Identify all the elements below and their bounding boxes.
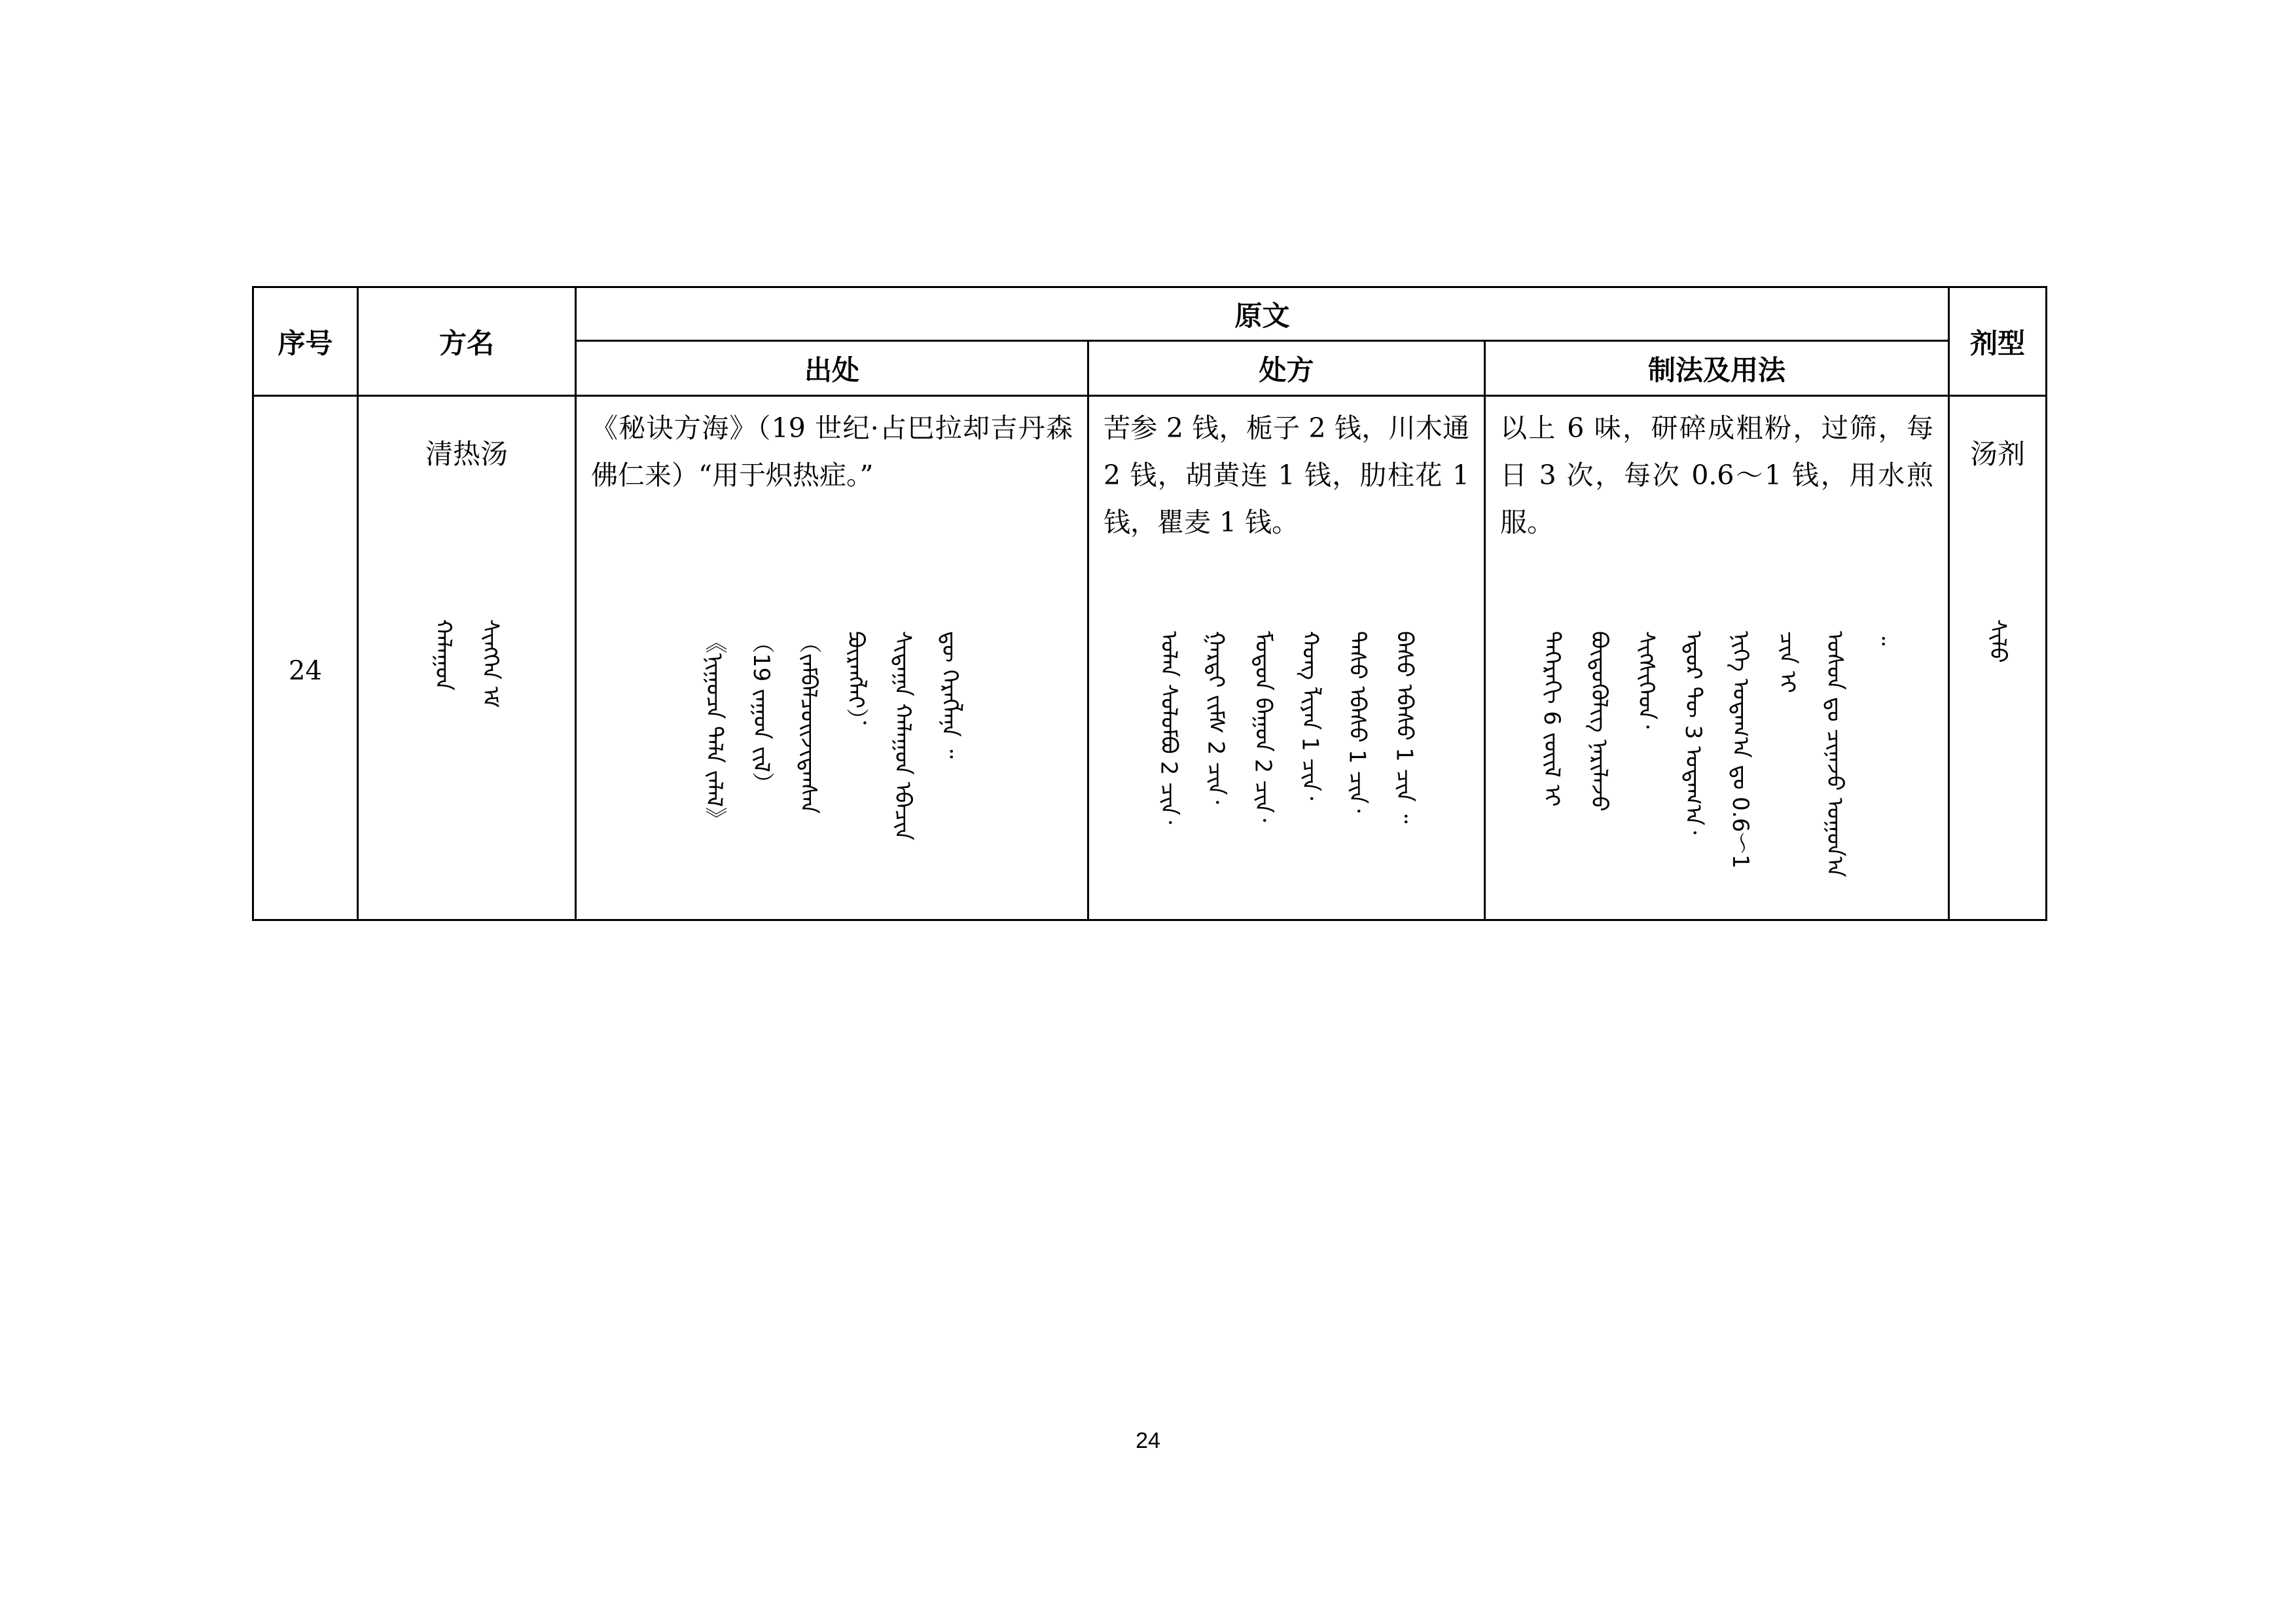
formula-name-mn: ᠬᠠᠯᠠᠭᠤᠨ ᠰᠢᠩᠭᠡᠨ ᠡᠮ — [430, 619, 503, 708]
cell-prescription — [1088, 396, 1485, 920]
method-mn: ᠳᠡᠭᠡᠷᠡᠬᠢ 6 ᠵᠦᠢᠯ ᠢ ᠪᠦᠳᠦᠭᠦᠯᠢᠭ ᠨᠠᠷᠢᠯᠠᠵᠤ ᠰᠢᠭᠰᠢᠭᠡᠳ᠂ ᠡᠳᠦᠷ ᠲᠦ 3 ᠤᠳᠠᠭ᠎ᠠ᠂ ᠨᠢᠭᠡ ᠤᠳᠠᠭ᠎ᠠ ᠳᠤ 0.6～1 ᠴᠢᠨ ᠢ ᠤᠰᠤᠨ ᠳᠤ ᠴᠢᠨᠠᠵᠤ ᠤᠭᠤᠨ᠎ᠠ ᠃ — [1539, 631, 1895, 878]
cell-method — [1485, 396, 1949, 920]
header-original: 原文 — [576, 287, 1949, 341]
cell-source — [576, 396, 1088, 920]
header-serial: 序号 — [253, 287, 358, 396]
form-mn: ᠰᠢᠯᠦ — [1984, 619, 2011, 663]
header-method: 制法及用法 — [1485, 341, 1949, 396]
prescription-mn: ᠤᠯᠠᠨ ᠰᠤᠯᠤᠮᠪᠤ 2 ᠴᠢᠨ᠂ ᠭᠠᠷᠳᠢ ᠵᠢᠮᠰ 2 ᠴᠢᠨ᠂ ᠮᠣᠳᠣᠨ ᠪᠠᠭᠤᠨ 2 ᠴᠢᠨ᠂ ᠬᠤᠩ ᠯᠢᠶᠠᠨ 1 ᠴᠢᠨ᠂ ᠲᠠᠰᠤ ᠡᠪᠡᠰᠦ 1 ᠴᠢᠨ᠂ ᠪᠠᠰᠤ ᠡᠪᠡᠰᠦ 1 ᠴᠢᠨ ᠃ — [1155, 631, 1418, 825]
cell-form — [1949, 396, 2047, 920]
formula-name-zh: 清热汤 — [425, 438, 508, 470]
header-form: 剂型 — [1949, 287, 2047, 396]
header-source: 出处 — [576, 341, 1088, 396]
table-row — [253, 396, 2047, 920]
cell-serial — [253, 396, 358, 920]
serial-number: 24 — [289, 656, 322, 686]
page-number: 24 — [1136, 1428, 1160, 1453]
source-zh: 《秘诀方海》（19 世纪·占巴拉却吉丹森佛仁来）“用于炽热症。” — [591, 412, 1073, 491]
header-name: 方名 — [358, 287, 576, 396]
prescription-zh: 苦参 2 钱，栀子 2 钱，川木通 2 钱，胡黄连 1 钱，肋柱花 1 钱，瞿麦 1 钱。 — [1103, 412, 1469, 538]
formula-table — [252, 286, 2047, 921]
form-zh: 汤剂 — [1970, 438, 2026, 470]
method-zh: 以上 6 味，研碎成粗粉，过筛，每日 3 次，每次 0.6～1 钱，用水煎服。 — [1500, 412, 1934, 538]
source-mn: 《ᠨᠢᠭᠤᠴᠠ ᠲᠠᠯᠠ ᠵᠠᠯᠠᠯ》 （19 ᠵᠠᠭᠤᠨ ᠵᠢᠯ） （ᠵᠠᠮᠪᠠᠯᠴᠣᠢᠵᠢᠳᠠᠨᠰᠡᠨ ᠫᠦᠷᠡᠩᠯᠡᠢ）． ᠰᠢᠳᠠᠭᠠ ᠬᠠᠯᠠᠭᠤᠨ ᠡᠪᠡᠴᠢᠨ ᠳᠦ ᠬᠡᠷᠡᠭᠯᠡᠨᠡ ᠃ — [701, 631, 963, 840]
cell-name — [358, 396, 576, 920]
header-prescription: 处方 — [1088, 341, 1485, 396]
